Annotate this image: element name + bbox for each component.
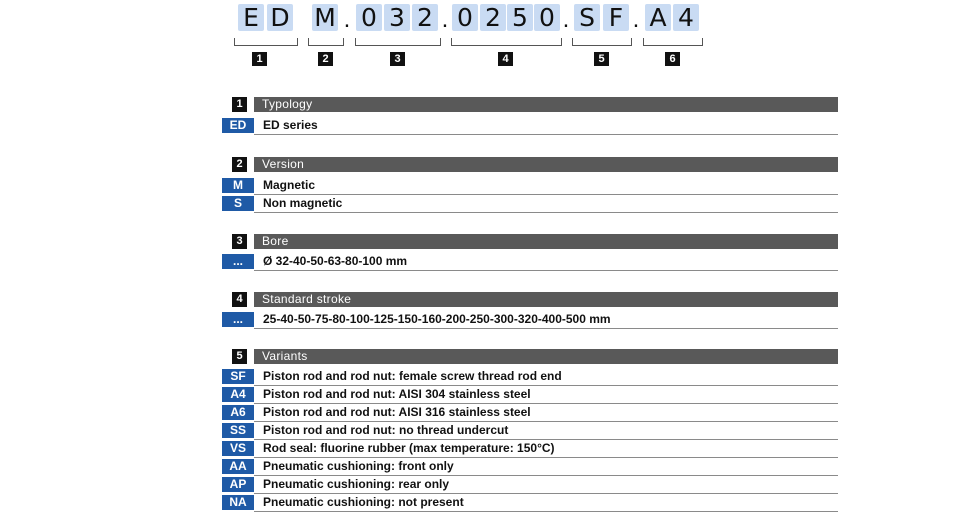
section-variants [222, 349, 838, 512]
option-description: Pneumatic cushioning: not present [263, 495, 464, 509]
option-row [222, 386, 838, 404]
option-row [222, 311, 838, 329]
option-code: AP [222, 477, 254, 492]
option-code: NA [222, 495, 254, 510]
section-version [222, 157, 838, 213]
option-row [222, 195, 838, 213]
option-description: 25-40-50-75-80-100-125-150-160-200-250-300-320-400-500 mm [263, 312, 611, 326]
option-description: Piston rod and rod nut: AISI 316 stainless steel [263, 405, 531, 419]
code-char: 3 [384, 4, 410, 31]
section-number: 4 [232, 292, 247, 307]
option-description: Piston rod and rod nut: no thread undercut [263, 423, 509, 437]
option-description: Magnetic [263, 178, 316, 192]
option-description: Piston rod and rod nut: AISI 304 stainless steel [263, 387, 531, 401]
group-number: 5 [594, 52, 609, 66]
option-code: VS [222, 441, 254, 456]
section-title: Standard stroke [254, 292, 838, 307]
section-standard-stroke [222, 292, 838, 329]
option-code: S [222, 196, 254, 211]
code-char: S [574, 4, 600, 31]
option-code: ED [222, 118, 254, 133]
row-divider [254, 270, 838, 271]
option-row [222, 422, 838, 440]
section-title: Bore [254, 234, 838, 249]
code-char: 2 [480, 4, 506, 31]
group-bracket [451, 38, 562, 46]
section-number: 3 [232, 234, 247, 249]
option-description: Pneumatic cushioning: rear only [263, 477, 450, 491]
option-description: Piston rod and rod nut: female screw thread rod end [263, 369, 562, 383]
code-char: 2 [412, 4, 438, 31]
section-number: 2 [232, 157, 247, 172]
section-bore [222, 234, 838, 271]
option-row [222, 440, 838, 458]
option-code: M [222, 178, 254, 193]
option-row [222, 368, 838, 386]
section-title: Typology [254, 97, 838, 112]
section-number: 1 [232, 97, 247, 112]
code-char: 0 [356, 4, 382, 31]
option-row [222, 476, 838, 494]
option-code: A6 [222, 405, 254, 420]
option-description: Pneumatic cushioning: front only [263, 459, 454, 473]
code-separator: . [441, 6, 449, 33]
option-description: Ø 32-40-50-63-80-100 mm [263, 254, 408, 268]
row-divider [254, 511, 838, 512]
option-code: A4 [222, 387, 254, 402]
section-header [222, 234, 838, 249]
row-divider [254, 212, 838, 213]
section-number: 5 [232, 349, 247, 364]
option-row [222, 253, 838, 271]
code-separator: . [343, 6, 351, 33]
code-char: 0 [452, 4, 478, 31]
section-header [222, 97, 838, 112]
group-bracket [234, 38, 298, 46]
code-char: A [645, 4, 671, 31]
group-number: 3 [390, 52, 405, 66]
section-title: Variants [254, 349, 838, 364]
code-char: 4 [673, 4, 699, 31]
group-bracket [308, 38, 344, 46]
code-separator: . [562, 6, 570, 33]
code-char: D [267, 4, 293, 31]
group-number: 1 [252, 52, 267, 66]
code-char: E [238, 4, 264, 31]
group-number: 2 [318, 52, 333, 66]
option-description: Non magnetic [263, 196, 343, 210]
section-typology [222, 97, 838, 135]
group-number: 4 [498, 52, 513, 66]
option-row [222, 458, 838, 476]
code-char: 5 [507, 4, 533, 31]
option-code: SS [222, 423, 254, 438]
row-divider [254, 328, 838, 329]
code-char: F [603, 4, 629, 31]
option-code: ... [222, 254, 254, 269]
option-row [222, 177, 838, 195]
group-number: 6 [665, 52, 680, 66]
option-row [222, 404, 838, 422]
section-header [222, 157, 838, 172]
code-char: 0 [534, 4, 560, 31]
section-header [222, 349, 838, 364]
option-code: SF [222, 369, 254, 384]
option-row [222, 117, 838, 135]
group-bracket [355, 38, 441, 46]
option-description: ED series [263, 118, 318, 132]
option-row [222, 494, 838, 512]
option-description: Rod seal: fluorine rubber (max temperature: 150°C) [263, 441, 555, 455]
option-code: AA [222, 459, 254, 474]
row-divider [254, 134, 838, 135]
code-char: M [312, 4, 338, 31]
option-code: ... [222, 312, 254, 327]
code-separator: . [632, 6, 640, 33]
section-header [222, 292, 838, 307]
section-title: Version [254, 157, 838, 172]
group-bracket [643, 38, 703, 46]
group-bracket [572, 38, 632, 46]
